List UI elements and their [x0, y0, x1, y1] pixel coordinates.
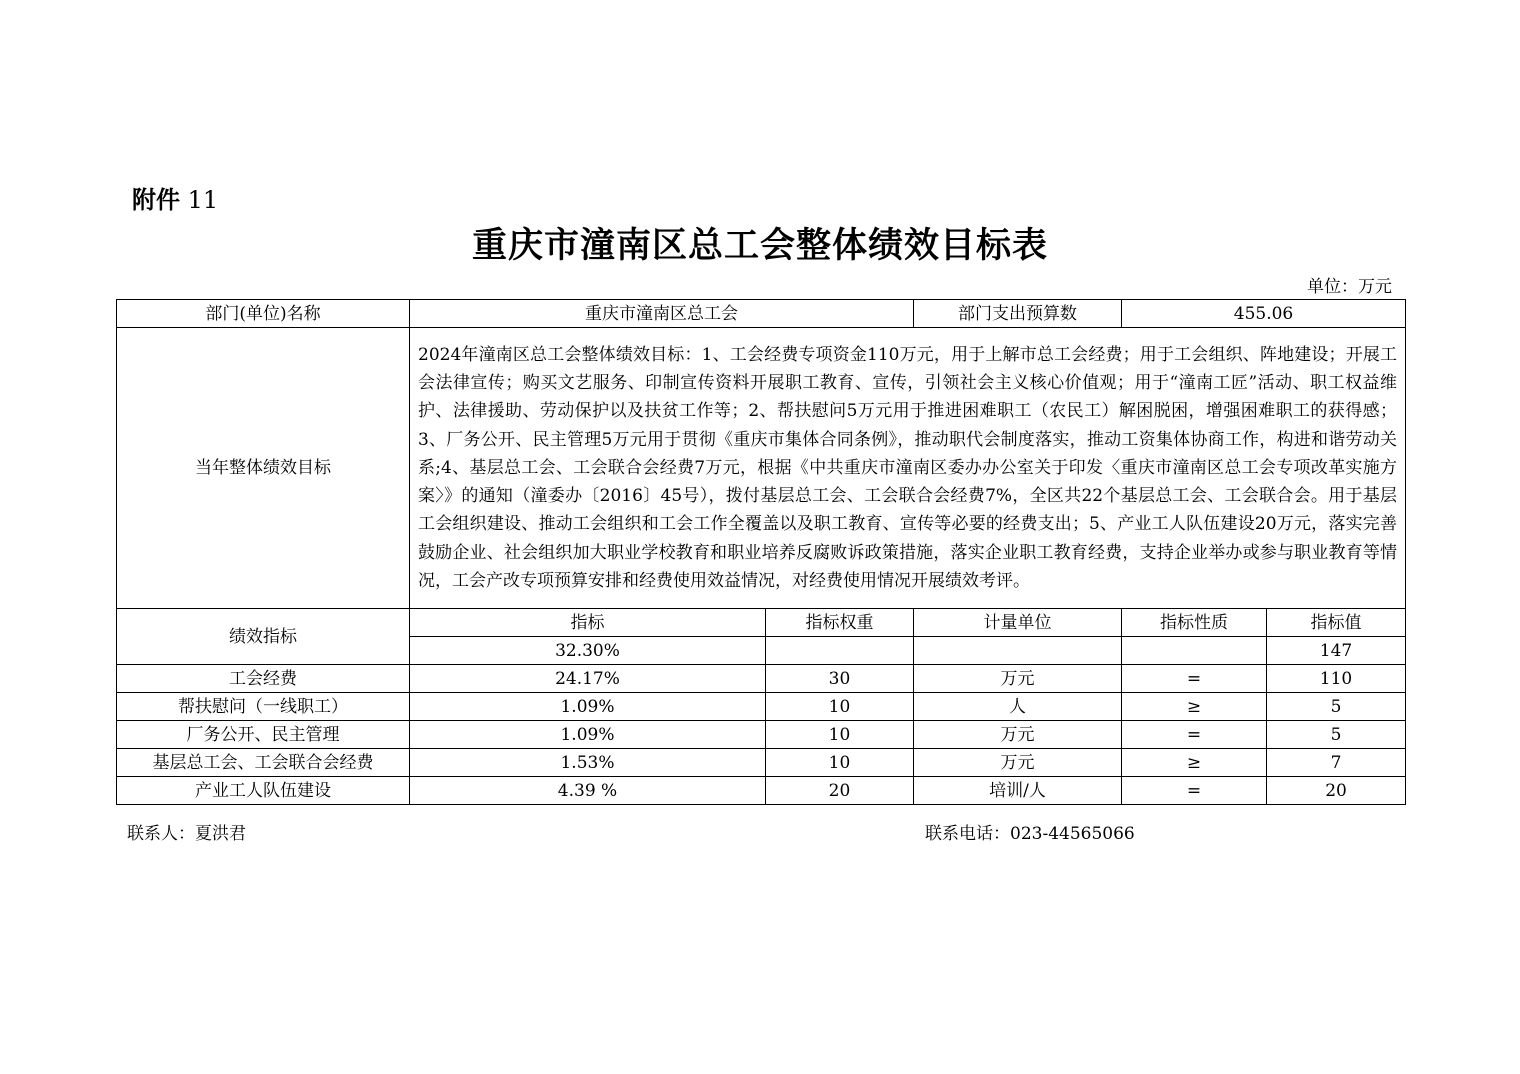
attachment-number: 11 [187, 186, 219, 214]
row-weight: 10 [766, 749, 914, 777]
row-indicator: 1.53% [410, 749, 766, 777]
dept-name: 重庆市潼南区总工会 [410, 300, 914, 328]
col-nature: 指标性质 [1122, 609, 1267, 637]
perf-label: 绩效指标 [117, 609, 410, 665]
summary-unit [914, 637, 1122, 665]
summary-nature [1122, 637, 1267, 665]
row-name: 工会经费 [117, 665, 410, 693]
goal-label: 当年整体绩效目标 [117, 328, 410, 609]
attachment-label [132, 180, 218, 215]
row-name: 产业工人队伍建设 [117, 777, 410, 805]
budget-value: 455.06 [1122, 300, 1406, 328]
row-unit: 万元 [914, 665, 1122, 693]
contact-person: 联系人：夏洪君 [127, 824, 246, 844]
row-value: 7 [1267, 749, 1406, 777]
row-value: 5 [1267, 721, 1406, 749]
row-nature: = [1122, 721, 1267, 749]
row-unit: 培训/人 [914, 777, 1122, 805]
row-indicator: 1.09% [410, 693, 766, 721]
col-unit: 计量单位 [914, 609, 1122, 637]
row-name: 厂务公开、民主管理 [117, 721, 410, 749]
page-title: 重庆市潼南区总工会整体绩效目标表 [471, 225, 1048, 266]
goal-text: 2024年潼南区总工会整体绩效目标：1、工会经费专项资金110万元，用于上解市总工会经费；用于工会组织、阵地建设；开展工会法律宣传；购买文艺服务、印制宣传资料开展职工教育、宣传，引领社会主义核心价值观；用于“潼南工匠”活动、职工权益维护、法律援助、劳动保护以及扶贫工作等；2、帮扶慰问5万元用于推进困难职工（农民工）解困脱困，增强困难职工的获得感；3、厂务公开、民主管理5万元用于贯彻《重庆市集体合同条例》，推动职代会制度落实，推动工资集体协商工作，构进和谐劳动关系;4、基层总工会、工会联合会经费7万元，根据《中共重庆市潼南区委办办公室关于印发〈重庆市潼南区总工会专项改革实施方案〉》的通知（潼委办〔2016〕45号），拨付基层总工会、工会联合会经费7%，全区共22个基层总工会、工会联合会。用于基层工会组织建设、推动工会组织和工会工作全覆盖以及职工教育、宣传等必要的经费支出；5、产业工人队伍建设20万元，落实完善鼓励企业、社会组织加大职业学校教育和职业培养反腐败诉政策措施，落实企业职工教育经费，支持企业举办或参与职业教育等情况，工会产改专项预算安排和经费使用效益情况，对经费使用情况开展绩效考评。 [410, 328, 1406, 609]
row-value: 20 [1267, 777, 1406, 805]
table-row [117, 693, 1406, 721]
row-nature: = [1122, 777, 1267, 805]
row-weight: 10 [766, 721, 914, 749]
summary-weight [766, 637, 914, 665]
summary-value: 147 [1267, 637, 1406, 665]
row-weight: 20 [766, 777, 914, 805]
dept-row [117, 300, 1406, 328]
row-unit: 人 [914, 693, 1122, 721]
table-row [117, 749, 1406, 777]
row-nature: ≥ [1122, 749, 1267, 777]
row-weight: 10 [766, 693, 914, 721]
row-nature: = [1122, 665, 1267, 693]
perf-header-row [117, 609, 1406, 637]
row-unit: 万元 [914, 749, 1122, 777]
goal-row [117, 328, 1406, 609]
col-indicator: 指标 [410, 609, 766, 637]
contact-phone: 联系电话：023-44565066 [925, 824, 1135, 844]
col-value: 指标值 [1267, 609, 1406, 637]
row-indicator: 4.39 % [410, 777, 766, 805]
performance-table [116, 299, 1406, 805]
table-row [117, 665, 1406, 693]
table-row [117, 721, 1406, 749]
row-value: 110 [1267, 665, 1406, 693]
row-indicator: 1.09% [410, 721, 766, 749]
row-name: 帮扶慰问（一线职工） [117, 693, 410, 721]
dept-label: 部门(单位)名称 [117, 300, 410, 328]
row-unit: 万元 [914, 721, 1122, 749]
row-nature: ≥ [1122, 693, 1267, 721]
attachment-text: 附件 [132, 186, 180, 214]
budget-label: 部门支出预算数 [914, 300, 1122, 328]
table-row [117, 777, 1406, 805]
row-value: 5 [1267, 693, 1406, 721]
summary-indicator: 32.30% [410, 637, 766, 665]
unit-label: 单位：万元 [1307, 277, 1392, 297]
row-weight: 30 [766, 665, 914, 693]
row-name: 基层总工会、工会联合会经费 [117, 749, 410, 777]
row-indicator: 24.17% [410, 665, 766, 693]
col-weight: 指标权重 [766, 609, 914, 637]
